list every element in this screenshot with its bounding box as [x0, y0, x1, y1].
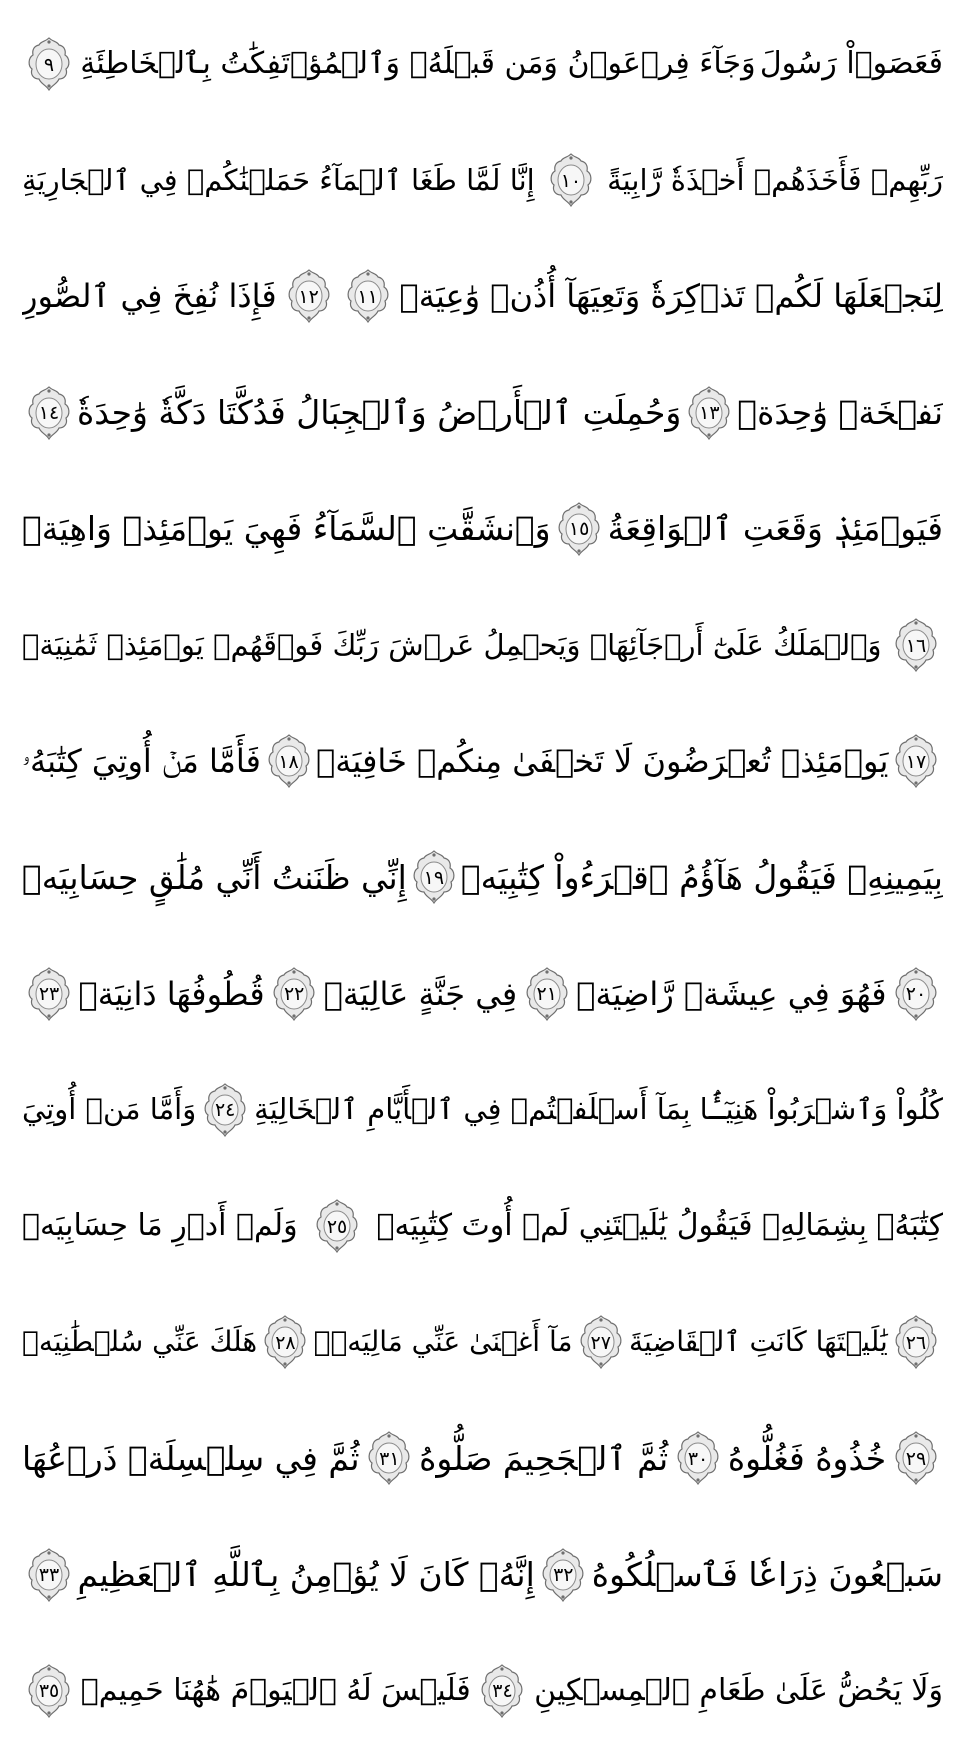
ayah-number: ١٠ [560, 169, 582, 192]
verse-text: هَلَكَ عَنِّي سُلۡطَٰنِيَهۡ [22, 1325, 258, 1359]
ayah-number: ٢٥ [326, 1215, 348, 1238]
verse-text: كُلُواْ وَٱشۡرَبُواْ هَنِيٓـَٔۢا بِمَآ أَسۡلَفۡتُمۡ فِي ٱلۡأَيَّامِ ٱلۡخَالِيَةِ [254, 1092, 943, 1127]
ayah-number: ٢٤ [214, 1099, 236, 1122]
ayah-number: ٣٣ [38, 1564, 60, 1587]
ayah-number: ٩ [43, 53, 55, 76]
ayah-number-marker [271, 966, 317, 1022]
verse-text: بِيَمِينِهِۦ فَيَقُولُ هَآؤُمُ ٱقۡرَءُواْ كِتَٰبِيَهۡ [460, 857, 943, 897]
ayah-number-marker [893, 966, 939, 1022]
ayah-number: ٢٢ [283, 983, 305, 1006]
ayah-number: ٣٠ [687, 1447, 709, 1470]
ayah-number: ٢١ [536, 983, 557, 1006]
verse-text: وَلَمۡ أَدۡرِ مَا حِسَابِيَهۡ [22, 1208, 298, 1244]
ayah-number: ١٥ [568, 518, 590, 541]
verse-text: خُذُوهُ فَغُلُّوهُ [727, 1438, 887, 1478]
verse-line [22, 709, 943, 813]
ayah-number-marker [675, 1430, 721, 1486]
ayah-number-marker [411, 849, 457, 905]
verse-text: يَوۡمَئِذٖ تُعۡرَضُونَ لَا تَخۡفَىٰ مِنكُمۡ خَافِيَةٞ [316, 742, 889, 781]
verse-text: فَلَيۡسَ لَهُ ٱلۡيَوۡمَ هَٰهُنَا حَمِيمٞ [80, 1672, 471, 1708]
verse-text: وَجَآءَ فِرۡعَوۡنُ وَمَن قَبۡلَهُۥ وَٱلۡمُؤۡتَفِكَٰتُ بِٱلۡخَاطِئَةِ [80, 46, 756, 81]
ayah-number-marker [548, 152, 594, 208]
ayah-number-marker [26, 966, 72, 1022]
ayah-number-marker [893, 617, 939, 673]
verse-text: ثُمَّ فِي سِلۡسِلَةٖ ذَرۡعُهَا [22, 1438, 360, 1478]
verse-text: مَآ أَغۡنَىٰ عَنِّي مَالِيَهۡۜ [313, 1325, 573, 1359]
verse-text: كِتَٰبَهُۥ بِشِمَالِهِۦ فَيَقُولُ يَٰلَيۡتَنِي لَمۡ أُوتَ كِتَٰبِيَهۡ [376, 1208, 943, 1244]
verse-text: قُطُوفُهَا دَانِيَةٞ [78, 974, 265, 1013]
ayah-number-marker [366, 1430, 412, 1486]
ayah-number: ٣٢ [553, 1564, 574, 1587]
ayah-number-marker [26, 1547, 72, 1603]
ayah-number-marker [893, 1314, 939, 1370]
verse-text: إِنَّا لَمَّا طَغَا ٱلۡمَآءُ حَمَلۡنَٰكُمۡ فِي ٱلۡجَارِيَةِ [22, 162, 535, 197]
verse-line [22, 477, 943, 581]
verse-line [22, 1523, 943, 1627]
verse-line [22, 1058, 943, 1162]
ayah-number-marker [26, 36, 72, 92]
verse-line [22, 1639, 943, 1743]
verse-text: فَيَوۡمَئِذٖ وَقَعَتِ ٱلۡوَاقِعَةُ [607, 509, 943, 549]
verse-text: يَٰلَيۡتَهَا كَانَتِ ٱلۡقَاضِيَةَ [628, 1325, 888, 1359]
verse-line [22, 361, 943, 465]
ayah-number: ١٧ [905, 750, 927, 773]
verse-line [22, 1290, 943, 1394]
verse-line [22, 593, 943, 697]
ayah-number-marker [524, 966, 570, 1022]
ayah-number: ١٣ [699, 402, 720, 425]
verse-text: وَٱلۡمَلَكُ عَلَىٰٓ أَرۡجَآئِهَاۚ وَيَحۡمِلُ عَرۡشَ رَبِّكَ فَوۡقَهُمۡ يَوۡمَئِذٖ ثَمَٰنِيَةٞ [22, 627, 882, 662]
verse-line [22, 1174, 943, 1278]
ayah-number-marker [286, 268, 332, 324]
ayah-number: ٢٠ [905, 983, 927, 1006]
ayah-number-marker [266, 733, 312, 789]
verse-text: وَحُمِلَتِ ٱلۡأَرۡضُ وَٱلۡجِبَالُ فَدُكَّتَا دَكَّةٗ وَٰحِدَةٗ [76, 393, 682, 433]
ayah-number-marker [262, 1314, 308, 1370]
ayah-number: ١٩ [423, 866, 445, 889]
ayah-number: ١٨ [278, 750, 299, 773]
ayah-number-marker [479, 1663, 525, 1719]
verse-text: وَأَمَّا مَنۡ أُوتِيَ [22, 1092, 197, 1127]
ayah-number: ٢٧ [590, 1331, 611, 1354]
verse-text: نَفۡخَةٞ وَٰحِدَةٞ [737, 393, 943, 433]
verse-text: ثُمَّ ٱلۡجَحِيمَ صَلُّوهُ [419, 1438, 669, 1478]
ayah-number-marker [202, 1082, 248, 1138]
verse-text: فَإِذَا نُفِخَ فِي ٱلصُّورِ [22, 277, 277, 316]
verse-text: سَبۡعُونَ ذِرَاعٗا فَٱسۡلُكُوهُ [591, 1555, 943, 1595]
ayah-number: ١١ [357, 285, 378, 308]
ayah-number: ١٢ [298, 285, 319, 308]
ayah-number: ١٤ [38, 402, 60, 425]
ayah-number: ١٦ [905, 634, 927, 657]
verse-text: وَٱنشَقَّتِ ٱلسَّمَآءُ فَهِيَ يَوۡمَئِذٖ وَاهِيَةٞ [22, 509, 551, 549]
verse-text: رَبِّهِمۡ فَأَخَذَهُمۡ أَخۡذَةٗ رَّابِيَةً [607, 162, 943, 197]
ayah-number: ٣٤ [492, 1680, 513, 1703]
verse-line [22, 128, 943, 232]
verse-lines [22, 12, 943, 1743]
verse-text: وَلَا يَحُضُّ عَلَىٰ طَعَامِ ٱلۡمِسۡكِينِ [534, 1672, 943, 1708]
ayah-number-marker [578, 1314, 624, 1370]
ayah-number-marker [540, 1547, 586, 1603]
verse-line [22, 942, 943, 1046]
verse-line [22, 825, 943, 929]
ayah-number-marker [686, 385, 732, 441]
verse-text: إِنَّهُۥ كَانَ لَا يُؤۡمِنُ بِٱللَّهِ ٱلۡعَظِيمِ [77, 1555, 535, 1595]
ayah-number: ٣٥ [38, 1680, 60, 1703]
verse-text: لِنَجۡعَلَهَا لَكُمۡ تَذۡكِرَةٗ وَتَعِيَهَآ أُذُنٞ وَٰعِيَةٞ [399, 277, 943, 316]
ayah-number-marker [893, 733, 939, 789]
verse-text: إِنِّي ظَنَنتُ أَنِّي مُلَٰقٍ حِسَابِيَهۡ [22, 857, 407, 897]
ayah-number: ٢٩ [905, 1447, 927, 1470]
verse-line [22, 1406, 943, 1510]
ayah-number: ٢٨ [275, 1331, 296, 1354]
verse-text: فَعَصَوۡاْ رَسُولَ [759, 46, 943, 81]
verse-text: فَهُوَ فِي عِيشَةٖ رَّاضِيَةٖ [576, 974, 887, 1013]
ayah-number: ٢٣ [38, 983, 60, 1006]
ayah-number-marker [556, 501, 602, 557]
ayah-number-marker [893, 1430, 939, 1486]
verse-text: فِي جَنَّةٍ عَالِيَةٖ [323, 974, 518, 1013]
verse-text: فَأَمَّا مَنۡ أُوتِيَ كِتَٰبَهُۥ [22, 742, 261, 781]
ayah-number-marker [26, 1663, 72, 1719]
ayah-number: ٣١ [379, 1447, 400, 1470]
verse-line [22, 12, 943, 116]
ayah-number: ٢٦ [905, 1331, 927, 1354]
ayah-number-marker [26, 385, 72, 441]
verse-line [22, 244, 943, 348]
ayah-number-marker [314, 1198, 360, 1254]
ayah-number-marker [345, 268, 391, 324]
